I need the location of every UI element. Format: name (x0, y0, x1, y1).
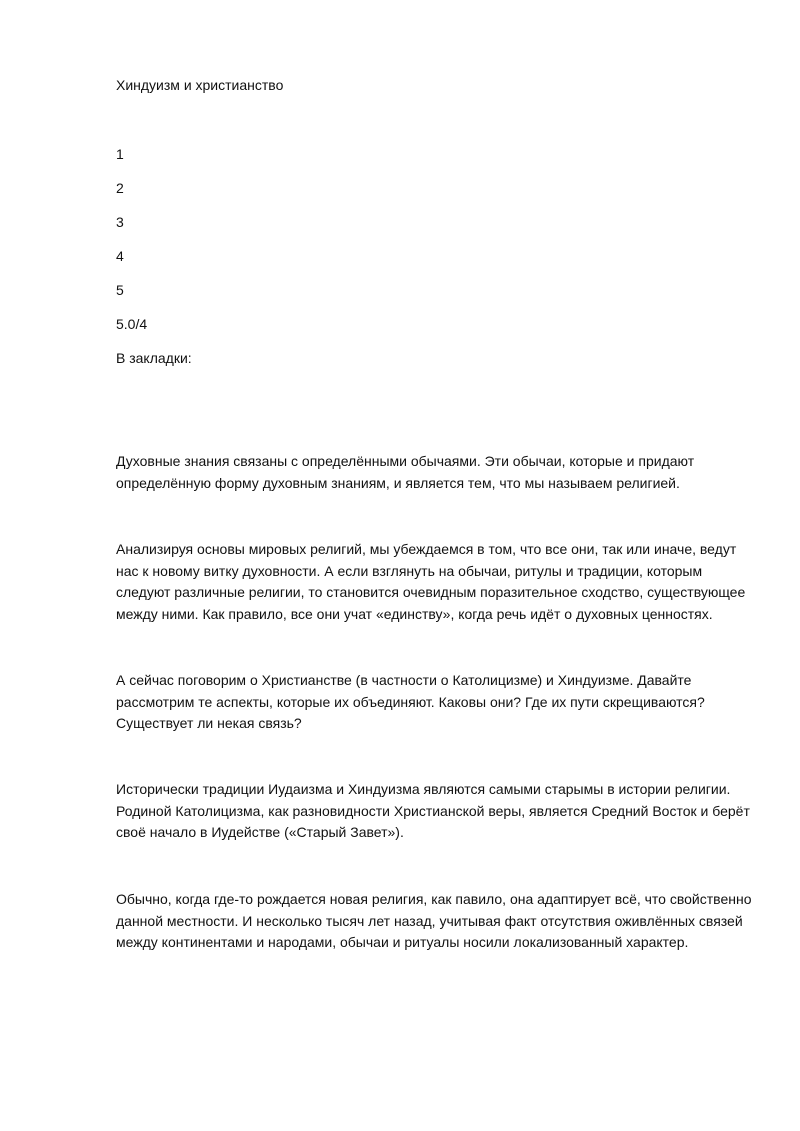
paragraph-3: А сейчас поговорим о Христианстве (в частности о Католицизме) и Хиндуизме. Давайте рассмотрим те аспекты, которые их объединяют. Каковы они? Где их пути скрещиваются? Существует ли некая связь? (116, 672, 705, 731)
paragraph-2: Анализируя основы мировых религий, мы убеждаемся в том, что все они, так или иначе, ведут нас к новому витку духовности. А если взглянуть на обычаи, ритулы и традиции, которым следуют различные религии, то становится очевидным поразительное сходство, существующее между ними. Как правило, все они учат «единству», когда речь идёт о духовных ценностях. (116, 541, 746, 622)
rating-option-4[interactable]: 4 (116, 248, 124, 264)
paragraph-5: Обычно, когда где-то рождается новая религия, как павило, она адаптирует всё, что свойственно данной местности. И несколько тысяч лет назад, учитывая факт отсутствия оживлённых связей между континентами и народами, обычаи и ритуалы носили локализованный характер. (116, 891, 752, 950)
document-title: Хиндуизм и христианство (116, 77, 284, 93)
paragraph-4: Исторически традиции Иудаизма и Хиндуизма являются самыми старымы в истории религии. Родиной Католицизма, как разновидности Христианской веры, является Средний Восток и берёт своё начало в Иудействе («Старый Завет»). (116, 781, 750, 840)
rating-option-5[interactable]: 5 (116, 282, 124, 298)
rating-option-1[interactable]: 1 (116, 146, 124, 162)
rating-option-3[interactable]: 3 (116, 214, 124, 230)
paragraph-1: Духовные знания связаны с определёнными обычаями. Эти обычаи, которые и придают определённую форму духовным знаниям, и является тем, что мы называем религией. (116, 453, 695, 491)
rating-value: 5.0/4 (116, 316, 148, 332)
rating-option-2[interactable]: 2 (116, 180, 124, 196)
document-page (116, 0, 756, 1131)
bookmarks-label[interactable]: В закладки: (116, 350, 192, 366)
